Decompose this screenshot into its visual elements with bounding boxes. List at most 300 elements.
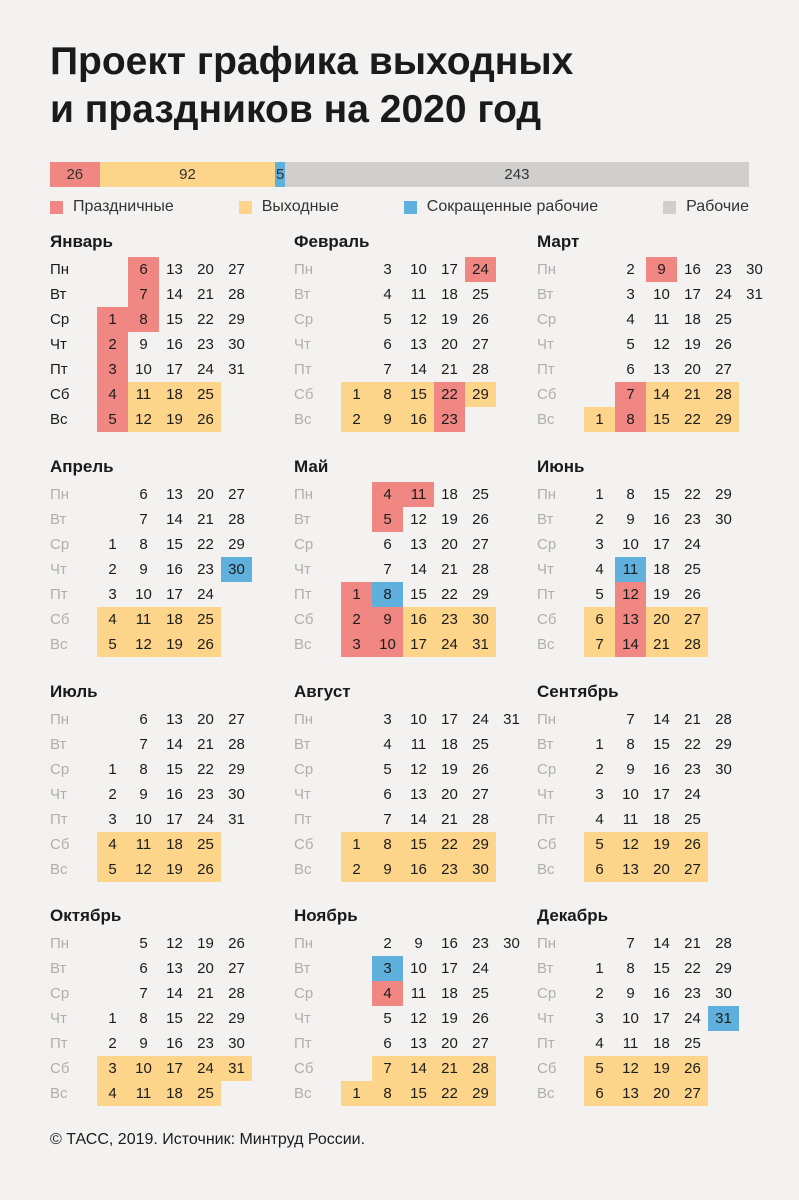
day-cell: 27 xyxy=(677,607,708,632)
day-cell: 11 xyxy=(403,482,434,507)
weekday-label: Вс xyxy=(50,1085,68,1102)
day-cell: 28 xyxy=(472,811,489,828)
day-cell: 4 xyxy=(372,482,403,507)
month-name: Декабрь xyxy=(537,906,609,925)
day-cell: 21 xyxy=(197,985,214,1002)
day-cell: 3 xyxy=(97,357,128,382)
day-cell: 25 xyxy=(684,1035,701,1052)
day-cell: 11 xyxy=(128,832,159,857)
day-cell: 7 xyxy=(615,382,646,407)
weekday-label: Чт xyxy=(50,561,67,578)
title-line-2: и праздников на 2020 год xyxy=(50,88,542,131)
day-cell: 19 xyxy=(684,336,701,353)
month-name: Январь xyxy=(50,232,114,251)
day-cell: 14 xyxy=(166,286,183,303)
day-cell: 26 xyxy=(472,311,489,328)
legend-label: Выходные xyxy=(261,198,339,215)
day-cell: 25 xyxy=(190,382,221,407)
day-cell: 4 xyxy=(97,607,128,632)
day-cell: 20 xyxy=(197,261,214,278)
day-cell: 21 xyxy=(434,1056,465,1081)
day-cell: 30 xyxy=(465,857,496,882)
day-cell: 19 xyxy=(197,935,214,952)
day-cell: 19 xyxy=(159,857,190,882)
day-cell: 16 xyxy=(653,761,670,778)
day-cell: 16 xyxy=(166,561,183,578)
day-cell: 22 xyxy=(197,536,214,553)
day-cell: 1 xyxy=(595,960,604,977)
day-cell: 14 xyxy=(403,1056,434,1081)
month-name: Апрель xyxy=(50,457,114,476)
day-cell: 24 xyxy=(434,632,465,657)
weekday-label: Вс xyxy=(537,636,555,653)
source-footer: © ТАСС, 2019. Источник: Минтруд России. xyxy=(50,1131,366,1148)
weekday-label: Пн xyxy=(50,711,70,728)
day-cell: 27 xyxy=(228,711,245,728)
day-cell: 10 xyxy=(410,261,427,278)
month-name: Сентябрь xyxy=(537,682,619,701)
day-cell: 15 xyxy=(403,1081,434,1106)
day-cell: 11 xyxy=(410,985,427,1002)
day-cell: 3 xyxy=(341,632,372,657)
day-cell: 6 xyxy=(139,960,148,977)
day-cell: 14 xyxy=(653,935,670,952)
day-cell: 4 xyxy=(383,286,392,303)
day-cell: 21 xyxy=(441,811,458,828)
day-cell: 2 xyxy=(108,1035,117,1052)
day-cell: 1 xyxy=(341,1081,372,1106)
day-cell: 1 xyxy=(584,407,615,432)
day-cell: 15 xyxy=(403,832,434,857)
day-cell: 11 xyxy=(615,557,646,582)
day-cell: 19 xyxy=(653,586,670,603)
day-cell: 27 xyxy=(472,336,489,353)
day-cell: 1 xyxy=(108,1010,117,1027)
day-cell: 4 xyxy=(595,561,604,578)
day-cell: 2 xyxy=(97,332,128,357)
day-cell: 31 xyxy=(503,711,520,728)
day-cell: 10 xyxy=(372,632,403,657)
day-cell: 12 xyxy=(128,857,159,882)
day-cell: 22 xyxy=(684,960,701,977)
weekday-label: Чт xyxy=(50,336,67,353)
day-cell: 20 xyxy=(441,1035,458,1052)
day-cell: 30 xyxy=(503,935,520,952)
day-cell: 20 xyxy=(197,960,214,977)
weekday-label: Пн xyxy=(537,261,557,278)
page-title xyxy=(50,38,573,134)
weekday-label: Вт xyxy=(537,736,554,753)
days-summary-bar xyxy=(50,162,749,187)
day-cell: 11 xyxy=(128,1081,159,1106)
day-cell: 5 xyxy=(97,632,128,657)
day-cell: 8 xyxy=(372,832,403,857)
day-cell: 13 xyxy=(410,786,427,803)
day-cell: 3 xyxy=(108,586,117,603)
day-cell: 15 xyxy=(166,536,183,553)
day-cell: 24 xyxy=(715,286,732,303)
day-cell: 28 xyxy=(465,1056,496,1081)
day-cell: 17 xyxy=(653,1010,670,1027)
day-cell: 26 xyxy=(190,857,221,882)
weekday-label: Пт xyxy=(294,811,312,828)
summary-segment-short: 5 xyxy=(275,162,285,187)
day-cell: 1 xyxy=(595,736,604,753)
title-line-1: Проект графика выходных xyxy=(50,40,574,83)
weekday-label: Сб xyxy=(50,836,70,853)
day-cell: 26 xyxy=(190,632,221,657)
weekday-label: Вс xyxy=(50,411,68,428)
weekday-label: Сб xyxy=(50,386,70,403)
day-cell: 16 xyxy=(166,336,183,353)
day-cell: 23 xyxy=(434,407,465,432)
day-cell: 23 xyxy=(197,1035,214,1052)
day-cell: 19 xyxy=(441,311,458,328)
day-cell: 28 xyxy=(228,736,245,753)
day-cell: 21 xyxy=(197,286,214,303)
day-cell: 7 xyxy=(372,1056,403,1081)
day-cell: 27 xyxy=(228,486,245,503)
day-cell: 6 xyxy=(139,486,148,503)
day-cell: 7 xyxy=(383,811,392,828)
weekday-label: Пт xyxy=(294,1035,312,1052)
day-cell: 28 xyxy=(708,382,739,407)
day-cell: 23 xyxy=(472,935,489,952)
day-cell: 6 xyxy=(383,1035,392,1052)
day-cell: 21 xyxy=(677,382,708,407)
day-cell: 10 xyxy=(622,536,639,553)
day-cell: 13 xyxy=(615,857,646,882)
weekday-label: Чт xyxy=(294,786,311,803)
day-cell: 27 xyxy=(677,1081,708,1106)
day-cell: 4 xyxy=(626,311,635,328)
weekday-label: Пн xyxy=(294,711,314,728)
day-cell: 11 xyxy=(622,1035,639,1052)
weekday-label: Вт xyxy=(50,960,67,977)
day-cell: 1 xyxy=(108,761,117,778)
day-cell: 8 xyxy=(128,307,159,332)
day-cell: 24 xyxy=(190,1056,221,1081)
day-cell: 26 xyxy=(715,336,732,353)
day-cell: 29 xyxy=(228,311,245,328)
day-cell: 8 xyxy=(626,736,635,753)
weekday-label: Сб xyxy=(537,386,557,403)
day-cell: 8 xyxy=(139,1010,148,1027)
month-name: Март xyxy=(537,232,580,251)
day-cell: 1 xyxy=(341,832,372,857)
weekday-label: Пн xyxy=(537,486,557,503)
day-cell: 12 xyxy=(653,336,670,353)
day-cell: 3 xyxy=(108,811,117,828)
weekday-label: Пт xyxy=(537,586,555,603)
day-cell: 23 xyxy=(684,761,701,778)
day-cell: 9 xyxy=(646,257,677,282)
day-cell: 1 xyxy=(341,582,372,607)
day-cell: 16 xyxy=(166,1035,183,1052)
month-name: Октябрь xyxy=(50,906,122,925)
day-cell: 3 xyxy=(383,261,392,278)
day-cell: 6 xyxy=(128,257,159,282)
day-cell: 16 xyxy=(403,407,434,432)
day-cell: 12 xyxy=(128,632,159,657)
day-cell: 1 xyxy=(341,382,372,407)
day-cell: 9 xyxy=(372,407,403,432)
day-cell: 23 xyxy=(434,857,465,882)
day-cell: 24 xyxy=(684,1010,701,1027)
day-cell: 7 xyxy=(584,632,615,657)
month-calendar xyxy=(537,906,757,1106)
day-cell: 17 xyxy=(441,711,458,728)
day-cell: 5 xyxy=(97,857,128,882)
weekday-label: Сб xyxy=(50,611,70,628)
day-cell: 13 xyxy=(166,486,183,503)
day-cell: 7 xyxy=(139,985,148,1002)
day-cell: 7 xyxy=(383,361,392,378)
day-cell: 20 xyxy=(646,857,677,882)
day-cell: 23 xyxy=(715,261,732,278)
day-cell: 22 xyxy=(434,382,465,407)
weekday-label: Вс xyxy=(294,411,312,428)
weekday-label: Вт xyxy=(50,286,67,303)
weekday-label: Вт xyxy=(537,511,554,528)
day-cell: 30 xyxy=(221,557,252,582)
day-cell: 24 xyxy=(472,960,489,977)
legend-swatch-weekend xyxy=(239,201,252,214)
weekday-label: Вт xyxy=(294,960,311,977)
day-cell: 13 xyxy=(410,1035,427,1052)
day-cell: 25 xyxy=(472,486,489,503)
day-cell: 7 xyxy=(626,935,635,952)
weekday-label: Пн xyxy=(294,935,314,952)
day-cell: 2 xyxy=(108,561,117,578)
day-cell: 18 xyxy=(684,311,701,328)
day-cell: 31 xyxy=(228,361,245,378)
weekday-label: Вс xyxy=(50,861,68,878)
day-cell: 5 xyxy=(383,761,392,778)
day-cell: 29 xyxy=(715,736,732,753)
day-cell: 17 xyxy=(159,1056,190,1081)
day-cell: 2 xyxy=(595,761,604,778)
weekday-label: Ср xyxy=(537,536,557,553)
day-cell: 10 xyxy=(135,361,152,378)
day-cell: 12 xyxy=(615,582,646,607)
day-cell: 27 xyxy=(472,536,489,553)
day-cell: 19 xyxy=(159,407,190,432)
day-cell: 21 xyxy=(441,561,458,578)
day-cell: 20 xyxy=(684,361,701,378)
day-cell: 14 xyxy=(166,985,183,1002)
weekday-label: Вс xyxy=(294,1085,312,1102)
day-cell: 5 xyxy=(383,1010,392,1027)
month-name: Июнь xyxy=(537,457,585,476)
day-cell: 28 xyxy=(715,711,732,728)
day-cell: 22 xyxy=(197,311,214,328)
day-cell: 10 xyxy=(135,586,152,603)
day-cell: 15 xyxy=(646,407,677,432)
day-cell: 18 xyxy=(653,1035,670,1052)
legend xyxy=(50,197,749,217)
day-cell: 13 xyxy=(615,1081,646,1106)
day-cell: 8 xyxy=(139,761,148,778)
legend-swatch-short xyxy=(404,201,417,214)
day-cell: 31 xyxy=(746,286,763,303)
day-cell: 8 xyxy=(372,382,403,407)
legend-label: Рабочие xyxy=(686,198,749,215)
day-cell: 2 xyxy=(341,607,372,632)
day-cell: 19 xyxy=(159,632,190,657)
day-cell: 30 xyxy=(715,761,732,778)
day-cell: 5 xyxy=(372,507,403,532)
day-cell: 16 xyxy=(441,935,458,952)
day-cell: 24 xyxy=(197,361,214,378)
weekday-label: Ср xyxy=(537,985,557,1002)
day-cell: 7 xyxy=(626,711,635,728)
day-cell: 29 xyxy=(715,960,732,977)
day-cell: 19 xyxy=(441,761,458,778)
weekday-label: Ср xyxy=(294,985,314,1002)
day-cell: 9 xyxy=(139,786,148,803)
day-cell: 28 xyxy=(472,561,489,578)
weekday-label: Сб xyxy=(294,386,314,403)
day-cell: 17 xyxy=(403,632,434,657)
weekday-label: Чт xyxy=(294,1010,311,1027)
day-cell: 16 xyxy=(684,261,701,278)
day-cell: 4 xyxy=(97,1081,128,1106)
weekday-label: Пн xyxy=(294,261,314,278)
day-cell: 18 xyxy=(441,985,458,1002)
day-cell: 20 xyxy=(646,607,677,632)
day-cell: 24 xyxy=(197,586,214,603)
day-cell: 22 xyxy=(677,407,708,432)
day-cell: 17 xyxy=(653,786,670,803)
day-cell: 17 xyxy=(441,261,458,278)
day-cell: 30 xyxy=(715,985,732,1002)
day-cell: 19 xyxy=(441,511,458,528)
day-cell: 18 xyxy=(159,1081,190,1106)
month-calendar xyxy=(537,232,763,432)
day-cell: 19 xyxy=(441,1010,458,1027)
day-cell: 24 xyxy=(465,257,496,282)
day-cell: 22 xyxy=(684,736,701,753)
day-cell: 4 xyxy=(595,811,604,828)
month-name: Август xyxy=(294,682,351,701)
day-cell: 17 xyxy=(653,536,670,553)
day-cell: 7 xyxy=(383,561,392,578)
summary-segment-weekend: 92 xyxy=(100,162,276,187)
day-cell: 27 xyxy=(472,786,489,803)
day-cell: 11 xyxy=(410,286,427,303)
day-cell: 13 xyxy=(653,361,670,378)
day-cell: 4 xyxy=(595,1035,604,1052)
day-cell: 27 xyxy=(228,960,245,977)
month-name: Май xyxy=(294,457,329,476)
day-cell: 5 xyxy=(595,586,604,603)
day-cell: 5 xyxy=(626,336,635,353)
day-cell: 22 xyxy=(197,1010,214,1027)
day-cell: 11 xyxy=(622,811,639,828)
day-cell: 14 xyxy=(410,561,427,578)
day-cell: 6 xyxy=(383,786,392,803)
day-cell: 3 xyxy=(626,286,635,303)
month-calendar xyxy=(294,906,520,1106)
day-cell: 27 xyxy=(472,1035,489,1052)
weekday-label: Ср xyxy=(294,761,314,778)
day-cell: 2 xyxy=(595,985,604,1002)
day-cell: 3 xyxy=(595,1010,604,1027)
month-calendar xyxy=(50,682,270,882)
day-cell: 3 xyxy=(372,956,403,981)
day-cell: 31 xyxy=(465,632,496,657)
weekday-label: Пн xyxy=(537,935,557,952)
day-cell: 24 xyxy=(684,786,701,803)
day-cell: 14 xyxy=(615,632,646,657)
day-cell: 21 xyxy=(197,736,214,753)
weekday-label: Сб xyxy=(294,836,314,853)
day-cell: 1 xyxy=(108,536,117,553)
day-cell: 22 xyxy=(684,486,701,503)
day-cell: 24 xyxy=(684,536,701,553)
day-cell: 13 xyxy=(410,336,427,353)
day-cell: 25 xyxy=(684,561,701,578)
weekday-label: Пн xyxy=(50,261,70,278)
day-cell: 30 xyxy=(228,336,245,353)
day-cell: 13 xyxy=(615,607,646,632)
day-cell: 29 xyxy=(228,536,245,553)
weekday-label: Чт xyxy=(537,1010,554,1027)
day-cell: 25 xyxy=(472,985,489,1002)
day-cell: 25 xyxy=(715,311,732,328)
day-cell: 4 xyxy=(372,981,403,1006)
weekday-label: Пн xyxy=(537,711,557,728)
weekday-label: Сб xyxy=(537,611,557,628)
day-cell: 25 xyxy=(472,736,489,753)
day-cell: 17 xyxy=(166,586,183,603)
day-cell: 14 xyxy=(653,711,670,728)
day-cell: 31 xyxy=(708,1006,739,1031)
day-cell: 11 xyxy=(410,736,427,753)
weekday-label: Вт xyxy=(294,736,311,753)
day-cell: 15 xyxy=(403,382,434,407)
day-cell: 6 xyxy=(584,857,615,882)
weekday-label: Сб xyxy=(294,611,314,628)
day-cell: 17 xyxy=(441,960,458,977)
day-cell: 25 xyxy=(472,286,489,303)
legend-swatch-holiday xyxy=(50,201,63,214)
day-cell: 7 xyxy=(139,736,148,753)
day-cell: 16 xyxy=(403,607,434,632)
day-cell: 28 xyxy=(715,935,732,952)
day-cell: 15 xyxy=(653,736,670,753)
weekday-label: Чт xyxy=(50,786,67,803)
weekday-label: Ср xyxy=(50,985,70,1002)
day-cell: 20 xyxy=(197,711,214,728)
day-cell: 16 xyxy=(403,857,434,882)
weekday-label: Сб xyxy=(537,1060,557,1077)
day-cell: 9 xyxy=(139,336,148,353)
weekday-label: Ср xyxy=(294,536,314,553)
weekday-label: Сб xyxy=(294,1060,314,1077)
day-cell: 5 xyxy=(584,832,615,857)
day-cell: 25 xyxy=(190,607,221,632)
day-cell: 12 xyxy=(410,511,427,528)
day-cell: 13 xyxy=(410,536,427,553)
weekday-label: Вс xyxy=(537,411,555,428)
month-calendar xyxy=(294,232,514,432)
weekday-label: Ср xyxy=(537,311,557,328)
weekday-label: Вт xyxy=(537,286,554,303)
legend-swatch-working xyxy=(663,201,676,214)
day-cell: 7 xyxy=(128,282,159,307)
